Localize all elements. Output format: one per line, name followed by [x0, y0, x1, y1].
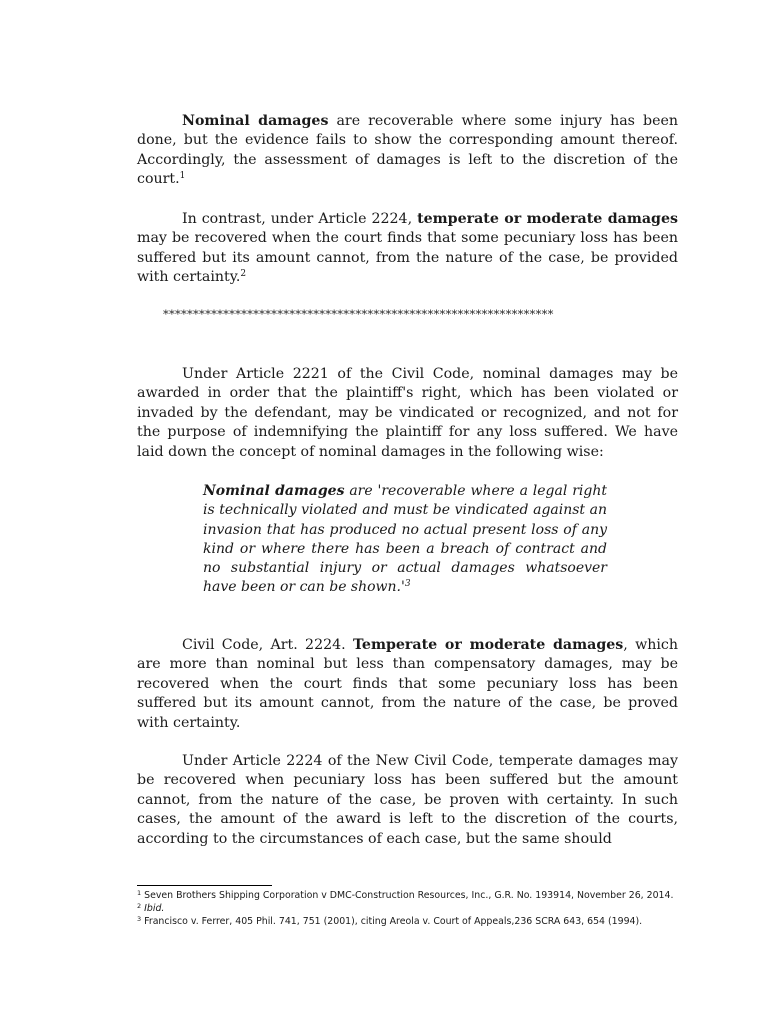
paragraph-article-2224: [137, 636, 678, 733]
footnote-1: [137, 889, 682, 902]
paragraph-text: Under Article 2224 of the New Civil Code, temperate damages may be recovered when pecuniary loss has been suffered but the amount cannot, from the nature of the case, be proven with certainty. In such cases, the amount of the award is left to the discretion of the courts, according to the circumstances of each case, but the same should: [137, 753, 678, 847]
bold-term: Nominal damages: [203, 483, 345, 499]
bold-term: Temperate or moderate damages: [353, 637, 624, 653]
footnote-text: Ibid.: [144, 903, 165, 914]
footnote-number: 1: [137, 889, 142, 897]
paragraph-text: Civil Code, Art. 2224.: [182, 637, 353, 653]
asterisk-separator: *****************************************************************: [163, 307, 554, 321]
paragraph-text: are recoverable where some injury has been done, but the evidence fails to show the corresponding amount thereof. Accordingly, the assessment of damages is left to the discretion of the court.: [137, 113, 678, 188]
footnote-number: 3: [137, 915, 142, 923]
footnote-ref-2[interactable]: 2: [240, 269, 247, 280]
paragraph-nominal-damages: [137, 112, 678, 190]
paragraph-new-civil-code: [137, 752, 678, 849]
quote-text: are 'recoverable where a legal right is technically violated and must be vindicated against an invasion that has produced no actual present loss of any kind or where there has been a breach of contract and no substantial injury or actual damages whatsoever have been or can be shown.': [203, 483, 607, 596]
footnote-text: Seven Brothers Shipping Corporation v DMC-Construction Resources, Inc., G.R. No. 193914, November 26, 2014.: [144, 890, 674, 901]
paragraph-temperate-contrast: [137, 210, 678, 288]
footnote-3: [137, 915, 682, 928]
paragraph-text: may be recovered when the court finds that some pecuniary loss has been suffered but its amount cannot, from the nature of the case, be provided with certainty.: [137, 230, 678, 286]
bold-term: temperate or moderate damages: [417, 211, 678, 227]
footnote-number: 2: [137, 902, 142, 910]
footnote-2: [137, 902, 682, 915]
footnotes: [137, 889, 682, 928]
paragraph-text: Under Article 2221 of the Civil Code, nominal damages may be awarded in order that the plaintiff's right, which has been violated or invaded by the defendant, may be vindicated or recognized, and not for the purpose of indemnifying the plaintiff for any loss suffered. We have laid down the concept of nominal damages in the following wise:: [137, 366, 678, 460]
footnote-divider: [137, 885, 272, 886]
footnote-text: Francisco v. Ferrer, 405 Phil. 741, 751 (2001), citing Areola v. Court of Appeals,236 SCRA 643, 654 (1994).: [144, 916, 643, 927]
footnote-ref-1[interactable]: 1: [179, 171, 186, 182]
footnote-ref-3[interactable]: 3: [404, 579, 411, 590]
paragraph-article-2221: [137, 365, 678, 462]
paragraph-text: In contrast, under Article 2224,: [182, 211, 418, 227]
bold-term: Nominal damages: [182, 113, 329, 129]
block-quote: [203, 482, 607, 598]
paragraph-text: , which are more than nominal but less than compensatory damages, may be recovered when the court finds that some pecuniary loss has been suffered but its amount cannot, from the nature of the case, be proved with certainty.: [137, 637, 678, 731]
